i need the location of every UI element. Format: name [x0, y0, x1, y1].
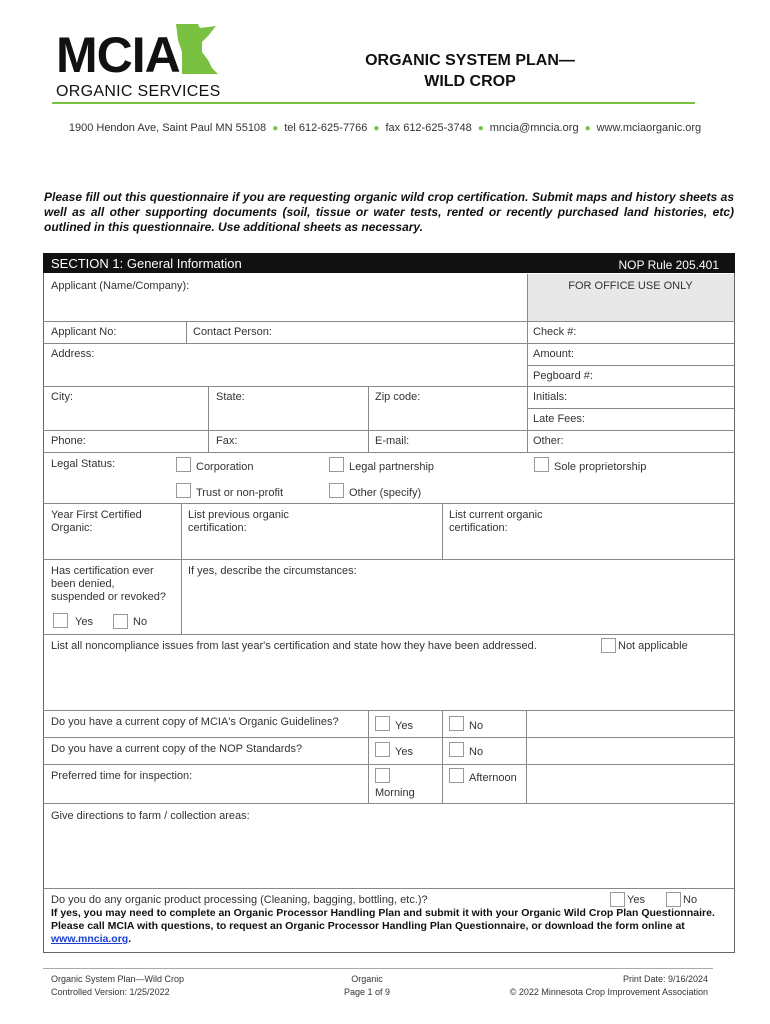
- directions-label: Give directions to farm / collection areas:: [51, 810, 250, 822]
- denied-yes-checkbox[interactable]: [53, 613, 68, 628]
- nop-yes-label: Yes: [395, 746, 413, 758]
- nop-question: Do you have a current copy of the NOP Standards?: [51, 743, 303, 755]
- intro-instructions: Please fill out this questionnaire if you are requesting organic wild crop certification. Submit maps and history sheets as well as all other supporting documents (soil, tissue or water tests, rented or recently purchased land histories, etc) outlined in this questionnaire. Use additional sheets as necessary.: [44, 190, 734, 234]
- section-header: [43, 253, 735, 273]
- other-specify-label: Other (specify): [349, 487, 422, 499]
- processing-no-checkbox[interactable]: [666, 892, 681, 907]
- inspection-time-label: Preferred time for inspection:: [51, 770, 193, 782]
- denied-yes-label: Yes: [75, 616, 93, 628]
- processing-note: If yes, you may need to complete an Organic Processor Handling Plan and submit it with your Organic Wild Crop Plan Questionnaire. Please call MCIA with questions, to request an Organic Processor Handling Plan Questionnaire, or download the form online at www.mncia.org.: [51, 907, 715, 945]
- nop-rule: NOP Rule 205.401: [618, 258, 719, 272]
- logo-subtitle: ORGANIC SERVICES: [56, 83, 221, 100]
- applicant-label: Applicant (Name/Company):: [51, 280, 190, 292]
- pegboard-label: Pegboard #:: [533, 370, 593, 382]
- morning-checkbox[interactable]: [375, 768, 390, 783]
- email-label: E-mail:: [375, 435, 410, 447]
- header-divider: [52, 102, 695, 104]
- guidelines-question: Do you have a current copy of MCIA's Organic Guidelines?: [51, 716, 339, 728]
- mncia-link[interactable]: www.mncia.org: [51, 933, 129, 945]
- applicant-field[interactable]: [44, 295, 524, 319]
- amount-label: Amount:: [533, 348, 574, 360]
- check-no-label: Check #:: [533, 326, 577, 338]
- noncompliance-label: List all noncompliance issues from last year's certification and state how they have been addressed.: [51, 640, 537, 652]
- footer-center: Organic Page 1 of 9: [343, 974, 391, 997]
- minnesota-state-icon: [168, 22, 224, 78]
- corporation-label: Corporation: [196, 461, 254, 473]
- processing-yes-label: Yes: [627, 894, 645, 906]
- website-link[interactable]: www.mciaorganic.org: [596, 122, 702, 134]
- initials-label: Initials:: [533, 391, 568, 403]
- nop-no-checkbox[interactable]: [449, 742, 464, 757]
- denied-no-checkbox[interactable]: [113, 614, 128, 629]
- guidelines-no-label: No: [469, 720, 484, 732]
- sole-proprietorship-label: Sole proprietorship: [554, 461, 647, 473]
- contact-line: 1900 Hendon Ave, Saint Paul MN 55108 ● tel 612-625-7766 ● fax 612-625-3748 ● mncia@mncia.org ● www.mciaorganic.org: [68, 122, 702, 134]
- guidelines-yes-checkbox[interactable]: [375, 716, 390, 731]
- footer-right: Print Date: 9/16/2024 © 2022 Minnesota Crop Improvement Association: [509, 974, 708, 997]
- processing-no-label: No: [683, 894, 698, 906]
- late-fees-label: Late Fees:: [533, 413, 585, 425]
- legal-partnership-label: Legal partnership: [349, 461, 435, 473]
- guidelines-yes-label: Yes: [395, 720, 413, 732]
- directions-field[interactable]: [44, 826, 734, 886]
- year-first-certified-label: Year First Certified Organic:: [51, 509, 142, 534]
- section-title: SECTION 1: General Information: [51, 256, 242, 271]
- zip-label: Zip code:: [375, 391, 421, 403]
- state-label: State:: [216, 391, 245, 403]
- trust-checkbox[interactable]: [176, 483, 191, 498]
- page-title: ORGANIC SYSTEM PLAN— WILD CROP: [365, 52, 575, 90]
- phone-label: Phone:: [51, 435, 86, 447]
- corporation-checkbox[interactable]: [176, 457, 191, 472]
- afternoon-checkbox[interactable]: [449, 768, 464, 783]
- previous-certification-label: List previous organic certification:: [188, 509, 289, 534]
- denied-question: Has certification ever been denied, suspended or revoked?: [51, 565, 166, 603]
- other-office-label: Other:: [533, 435, 564, 447]
- afternoon-label: Afternoon: [469, 772, 517, 784]
- city-label: City:: [51, 391, 73, 403]
- logo-wordmark: MCIA: [56, 27, 180, 83]
- not-applicable-checkbox[interactable]: [601, 638, 616, 653]
- nop-yes-checkbox[interactable]: [375, 742, 390, 757]
- other-specify-checkbox[interactable]: [329, 483, 344, 498]
- contact-person-label: Contact Person:: [193, 326, 272, 338]
- email-link[interactable]: mncia@mncia.org: [489, 122, 579, 134]
- current-certification-label: List current organic certification:: [449, 509, 543, 534]
- sole-proprietorship-checkbox[interactable]: [534, 457, 549, 472]
- address-field[interactable]: [110, 345, 520, 383]
- guidelines-no-checkbox[interactable]: [449, 716, 464, 731]
- fax-label: Fax:: [216, 435, 238, 447]
- legal-partnership-checkbox[interactable]: [329, 457, 344, 472]
- legal-status-label: Legal Status:: [51, 458, 116, 470]
- footer-divider: [43, 968, 713, 969]
- footer-left: Organic System Plan—Wild Crop Controlled Version: 1/25/2022: [51, 974, 185, 997]
- denied-no-label: No: [133, 616, 148, 628]
- morning-label: Morning: [375, 787, 415, 799]
- processing-question: Do you do any organic product processing (Cleaning, bagging, bottling, etc.)?: [51, 894, 428, 906]
- applicant-no-label: Applicant No:: [51, 326, 117, 338]
- address-label: Address:: [51, 348, 95, 360]
- trust-label: Trust or non-profit: [196, 487, 284, 499]
- office-use-label: FOR OFFICE USE ONLY: [568, 280, 693, 292]
- not-applicable-label: Not applicable: [618, 640, 688, 652]
- processing-yes-checkbox[interactable]: [610, 892, 625, 907]
- nop-no-label: No: [469, 746, 484, 758]
- circumstances-label: If yes, describe the circumstances:: [188, 565, 357, 577]
